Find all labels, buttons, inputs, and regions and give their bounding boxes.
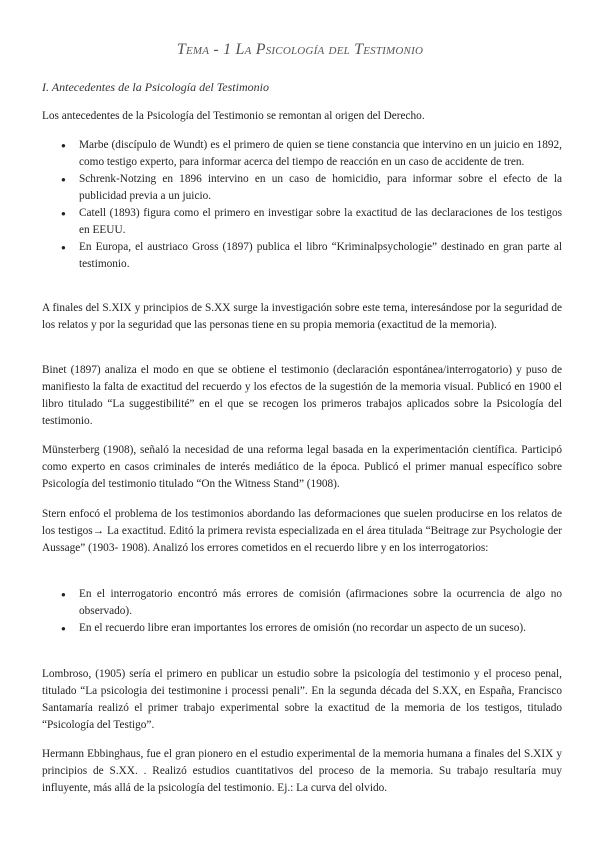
- list-item: ● Catell (1893) figura como el primero en investigar sobre la exactitud de las declaraciones de los testigos en EEUU.: [42, 205, 562, 239]
- section-heading: I. Antecedentes de la Psicología del Testimonio: [42, 80, 269, 94]
- paragraph-binet: Binet (1897) analiza el modo en que se obtiene el testimonio (declaración espontánea/interrogatorio) y puso de manifiesto la falta de exactitud del recuerdo y los efectos de la sugestión de la memoria visual. Publicó en 1900 el libro titulado “La suggestibilité” en el que se recogen los primeros trabajos aplicados sobre la Psicología del testimonio.: [42, 364, 562, 427]
- intro-paragraph: Los antecedentes de la Psicología del Testimonio se remontan al origen del Derecho.: [42, 110, 425, 122]
- paragraph-stern: Stern enfocó el problema de los testimonios abordando las deformaciones que suelen producirse en los relatos de los testigos→ La exactitud. Editó la primera revista especializada en el área titulada “Beitrage zur Psychologie der Aussage” (1903- 1908). Analizó los errores cometidos en el recuerdo libre y en los interrogatorios:: [42, 508, 562, 554]
- list-item: ● En Europa, el austriaco Gross (1897) publica el libro “Kriminalpsychologie” destinado en gran parte al testimonio.: [42, 239, 562, 273]
- list-item: ● En el interrogatorio encontró más errores de comisión (afirmaciones sobre la ocurrencia de algo no observado).: [42, 586, 562, 620]
- antecedents-bullet-list: [42, 137, 562, 273]
- list-item: ● Schrenk-Notzing en 1896 intervino en un caso de homicidio, para informar sobre el efecto de la publicidad previa a un juicio.: [42, 171, 562, 205]
- page-title: Tema - 1 La Psicología del Testimonio: [176, 41, 424, 58]
- stern-bullet-list: [42, 586, 562, 637]
- paragraph-lombroso: Lombroso, (1905) sería el primero en publicar un estudio sobre la psicología del testimonio y el proceso penal, titulado “La psicologia dei testimonine i processi penali”. En la segunda década del S.XX, en España, Francisco Santamaría realizó el primer trabajo experimental sobre la exactitud de la memoria de los testigos, titulado “Psicología del Testigo”.: [42, 668, 562, 731]
- list-item: ● En el recuerdo libre eran importantes los errores de omisión (no recordar un aspecto de un suceso).: [42, 620, 562, 637]
- paragraph-siglo: A finales del S.XIX y principios de S.XX surge la investigación sobre este tema, interesándose por la seguridad de los relatos y por la seguridad que las personas tiene en su propia memoria (exactitud de la memoria).: [42, 302, 562, 331]
- paragraph-ebbinghaus: Hermann Ebbinghaus, fue el gran pionero en el estudio experimental de la memoria humana a finales del S.XIX y principios de S.XX. . Realizó estudios cuantitativos del proceso de la memoria. Su trabajo resultaría muy influyente, más allá de la psicología del testimonio. Ej.: La curva del olvido.: [42, 748, 562, 794]
- list-item: ● Marbe (discípulo de Wundt) es el primero de quien se tiene constancia que intervino en un juicio en 1892, como testigo experto, para informar acerca del tiempo de reacción en un caso de accidente de tren.: [42, 137, 562, 171]
- paragraph-munsterberg: Münsterberg (1908), señaló la necesidad de una reforma legal basada en la experimentación científica. Participó como experto en casos criminales de interés mediático de la época. Publicó el primer manual específico sobre Psicología del testimonio titulado “On the Witness Stand” (1908).: [42, 444, 562, 490]
